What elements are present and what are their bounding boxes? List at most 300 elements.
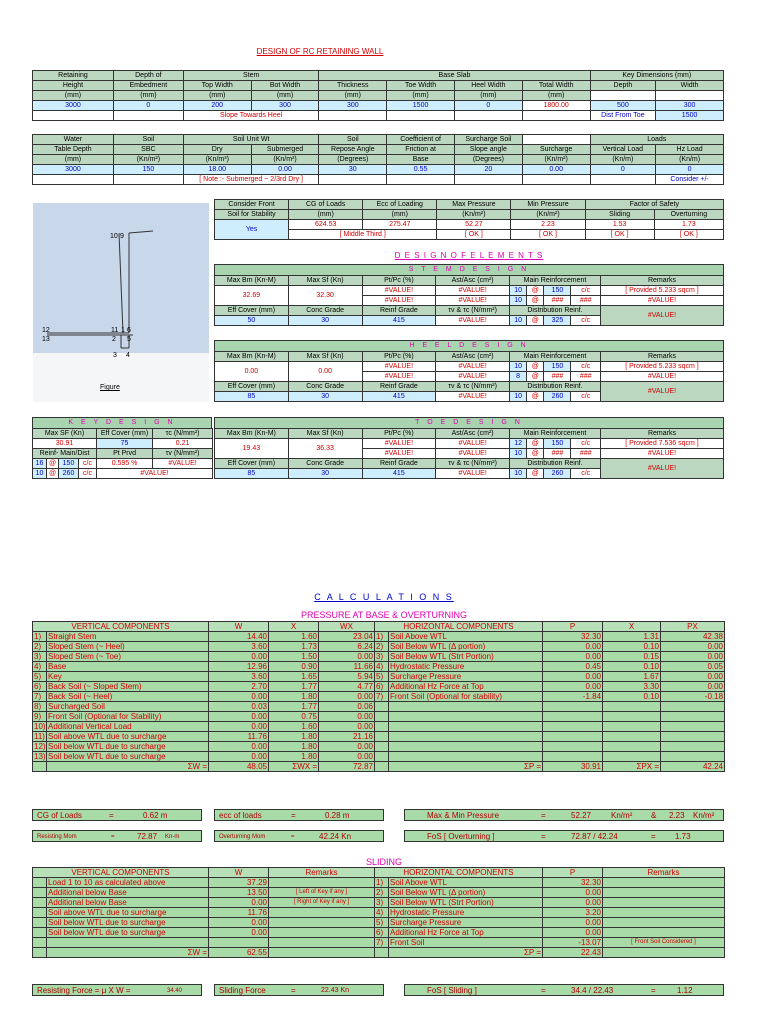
h: Max SF (Kn) bbox=[33, 429, 97, 439]
table-cell: 0.00 bbox=[543, 642, 603, 652]
table-cell: 32.30 bbox=[543, 878, 603, 888]
unit: Kn/m² bbox=[611, 811, 633, 820]
hash: ### bbox=[571, 372, 601, 382]
table-cell: 48.05 bbox=[209, 762, 269, 772]
table-row bbox=[33, 672, 725, 682]
table-cell: 3.20 bbox=[543, 908, 603, 918]
toe-conc-grade[interactable]: 30 bbox=[288, 469, 362, 479]
heel-bar-dia-2[interactable]: 8 bbox=[510, 372, 527, 382]
unit: Kn/m² bbox=[693, 811, 715, 820]
consider-front-soil[interactable]: Yes bbox=[215, 220, 289, 240]
table-cell: Soil Below WTL (Strt Portion) bbox=[389, 898, 543, 908]
fo-label: FoS [ Overturning ] bbox=[427, 832, 495, 841]
heel-ast: #VALUE! bbox=[436, 362, 510, 372]
toe-dist-spacing[interactable]: 260 bbox=[544, 469, 571, 479]
status-ok: [ OK ] bbox=[437, 230, 511, 240]
table-cell: 0.00 bbox=[319, 692, 375, 702]
table-cell bbox=[269, 938, 375, 948]
ecc-loading: 275.47 bbox=[363, 220, 437, 230]
status-ok: [ OK ] bbox=[654, 230, 723, 240]
table-cell: Soil Below WTL (Δ portion) bbox=[389, 642, 543, 652]
input-vertical-load[interactable]: 0 bbox=[590, 165, 656, 175]
table-cell: 5) bbox=[33, 672, 47, 682]
unit: Kn-m bbox=[165, 834, 180, 840]
input-friction[interactable]: 0.55 bbox=[387, 165, 455, 175]
h: Eff Cover (mm) bbox=[215, 306, 289, 316]
heel-dist-dia[interactable]: 10 bbox=[510, 392, 527, 402]
table-cell: Additional below Base bbox=[47, 888, 209, 898]
at: @ bbox=[527, 316, 544, 326]
key-eff-cover[interactable]: 75 bbox=[97, 439, 153, 449]
h: Remarks bbox=[600, 276, 723, 286]
table-cell: Soil above WTL due to surcharge bbox=[47, 732, 209, 742]
table-cell: 0.06 bbox=[319, 702, 375, 712]
rf-value: 34.40 bbox=[167, 988, 183, 994]
h: Max Sf (Kn) bbox=[288, 352, 362, 362]
sliding-force-box bbox=[214, 984, 384, 996]
table-cell: 1.31 bbox=[603, 632, 661, 642]
header-water: Water bbox=[33, 135, 114, 145]
table-cell: 0.00 bbox=[209, 722, 269, 732]
h: Consider Front bbox=[215, 200, 289, 210]
fos-sliding: 1.53 bbox=[585, 220, 654, 230]
table-cell bbox=[33, 878, 47, 888]
toe-dist-dia[interactable]: 10 bbox=[510, 469, 527, 479]
table-row bbox=[33, 888, 725, 898]
input-dry[interactable]: 18.00 bbox=[183, 165, 251, 175]
table-cell: 0.03 bbox=[209, 702, 269, 712]
header-toe-width: Toe Width bbox=[387, 81, 455, 91]
table-cell bbox=[661, 702, 725, 712]
table-cell: Soil above WTL due to surcharge bbox=[47, 908, 209, 918]
table-cell: 0.10 bbox=[603, 692, 661, 702]
table-cell: 13.50 bbox=[209, 888, 269, 898]
status-middle-third: [ Middle Third ] bbox=[289, 230, 437, 240]
header-base-slab: Base Slab bbox=[319, 71, 590, 81]
node-12: 12 bbox=[42, 327, 50, 334]
table-cell bbox=[33, 928, 47, 938]
header-coefficient: Coefficient of bbox=[387, 135, 455, 145]
ecc-value: 0.28 m bbox=[325, 811, 350, 820]
input-repose[interactable]: 30 bbox=[319, 165, 387, 175]
input-embedment[interactable]: 0 bbox=[113, 101, 183, 111]
table-row bbox=[33, 642, 725, 652]
table-cell: ΣW = bbox=[47, 762, 209, 772]
overturning-mom-box bbox=[214, 830, 384, 842]
table-cell bbox=[47, 938, 209, 948]
table-row bbox=[33, 662, 725, 672]
table-cell bbox=[33, 888, 47, 898]
table-cell: 0.00 bbox=[209, 928, 269, 938]
node-11: 11 bbox=[111, 327, 119, 334]
heel-reinf-grade[interactable]: 415 bbox=[362, 392, 436, 402]
om-value: 42.24 Kn bbox=[319, 832, 352, 841]
cc: c/c bbox=[571, 392, 601, 402]
heel-dist-spacing[interactable]: 260 bbox=[544, 392, 571, 402]
h: SBC bbox=[113, 145, 183, 155]
table-row bbox=[33, 918, 725, 928]
table-cell: 6) bbox=[375, 682, 389, 692]
h: Main Reinforcement bbox=[510, 429, 601, 439]
table-cell bbox=[33, 948, 47, 958]
key-dist-spacing[interactable]: 260 bbox=[59, 469, 79, 479]
stem-dist-dia[interactable]: 10 bbox=[510, 316, 527, 326]
h: Remarks bbox=[269, 868, 375, 878]
h: Reinf Grade bbox=[362, 459, 436, 469]
table-cell bbox=[661, 722, 725, 732]
dist-from-toe-label: Dist From Toe bbox=[590, 111, 656, 121]
h: τv & τc (N/mm²) bbox=[436, 459, 510, 469]
input-water-depth[interactable]: 3000 bbox=[33, 165, 114, 175]
table-cell: 72.87 bbox=[319, 762, 375, 772]
key-value: #VALUE! bbox=[97, 469, 213, 479]
table-cell: 10) bbox=[34, 722, 46, 731]
table-cell: 23.04 bbox=[319, 632, 375, 642]
h: Reinf Grade bbox=[362, 382, 436, 392]
h: Factor of Safety bbox=[585, 200, 723, 210]
toe-table bbox=[214, 428, 724, 479]
header-retaining: Retaining bbox=[33, 71, 114, 81]
unit: (Degrees) bbox=[319, 155, 387, 165]
toe-reinf-grade[interactable]: 415 bbox=[362, 469, 436, 479]
toe-bar-dia-2[interactable]: 10 bbox=[510, 449, 527, 459]
table-cell bbox=[389, 742, 543, 752]
eq: = bbox=[651, 832, 656, 841]
mm-label: Max & Min Pressure bbox=[427, 811, 500, 820]
node-9: 9 bbox=[120, 233, 124, 240]
h: Ast/Asc (cm²) bbox=[436, 352, 510, 362]
input-dist-from-toe[interactable]: 1500 bbox=[656, 111, 724, 121]
unit: (mm) bbox=[33, 91, 114, 101]
h: W bbox=[209, 622, 269, 632]
toe-pt: #VALUE! bbox=[362, 439, 436, 449]
h: Eff Cover (mm) bbox=[97, 429, 153, 439]
table-cell bbox=[33, 938, 47, 948]
table-cell: 0.00 bbox=[319, 652, 375, 662]
header-top-width: Top Width bbox=[183, 81, 251, 91]
input-top-width[interactable]: 200 bbox=[183, 101, 251, 111]
header-soil-unit-wt: Soil Unit Wt bbox=[183, 135, 319, 145]
table-row bbox=[33, 898, 725, 908]
table-cell: 1.80 bbox=[269, 732, 319, 742]
table-row bbox=[33, 722, 725, 732]
vertical-components-header: VERTICAL COMPONENTS bbox=[33, 622, 209, 632]
table-cell bbox=[661, 712, 725, 722]
table-cell: 1.60 bbox=[269, 632, 319, 642]
table-cell bbox=[603, 722, 661, 732]
table-cell: 0.00 bbox=[209, 918, 269, 928]
input-submerged[interactable]: 0.00 bbox=[251, 165, 319, 175]
table-cell: 62.55 bbox=[209, 948, 269, 958]
table-cell: 0.00 bbox=[543, 898, 603, 908]
heel-remark: [ Provided 5.233 sqcm ] bbox=[600, 362, 723, 372]
table-cell: 4) bbox=[375, 908, 389, 918]
table-row bbox=[33, 652, 725, 662]
unit: (Degrees) bbox=[454, 155, 522, 165]
table-cell: 6.24 bbox=[319, 642, 375, 652]
table-cell: Front Soil (Optional for stability) bbox=[389, 692, 543, 702]
rm-label: Resisting Mom bbox=[37, 834, 77, 840]
input-slope-angle[interactable]: 20 bbox=[454, 165, 522, 175]
table-cell: 1) bbox=[375, 632, 389, 642]
table-cell bbox=[661, 752, 725, 762]
h: Submerged bbox=[251, 145, 319, 155]
heel-remark-2: #VALUE! bbox=[600, 372, 723, 382]
h: P bbox=[543, 622, 603, 632]
node-1: 1 bbox=[121, 327, 125, 334]
input-hz-load[interactable]: 0 bbox=[656, 165, 724, 175]
status-ok: [ OK ] bbox=[511, 230, 585, 240]
header-loads: Loads bbox=[590, 135, 723, 145]
node-2: 2 bbox=[112, 336, 116, 343]
header-key-width: Width bbox=[656, 81, 724, 91]
table-cell bbox=[543, 742, 603, 752]
h: Max Sf (Kn) bbox=[288, 276, 362, 286]
table-cell: 1.77 bbox=[269, 682, 319, 692]
h: P bbox=[543, 868, 603, 878]
input-sbc[interactable]: 150 bbox=[113, 165, 183, 175]
stem-spacing[interactable]: 150 bbox=[544, 286, 571, 296]
h: Max Sf (Kn) bbox=[288, 429, 362, 439]
cc: c/c bbox=[571, 469, 601, 479]
table-cell bbox=[603, 888, 725, 898]
table-cell: 0.05 bbox=[661, 662, 725, 672]
heel-table bbox=[214, 351, 724, 402]
cg-loads: 624.53 bbox=[289, 220, 363, 230]
fos-overturning-box bbox=[404, 830, 724, 842]
table-cell: 4) bbox=[375, 662, 389, 672]
h: Conc Grade bbox=[288, 382, 362, 392]
stem-remark-2: #VALUE! bbox=[600, 296, 723, 306]
eq: = bbox=[291, 811, 296, 820]
h: Vertical Load bbox=[590, 145, 656, 155]
table-cell bbox=[603, 898, 725, 908]
h: Main Reinforcement bbox=[510, 352, 601, 362]
table-row bbox=[33, 752, 725, 762]
stem-conc-grade[interactable]: 30 bbox=[288, 316, 362, 326]
sf-label: Sliding Force bbox=[219, 986, 266, 995]
header-soil-repose: Soil bbox=[319, 135, 387, 145]
cc: c/c bbox=[571, 362, 601, 372]
h: Hz Load bbox=[656, 145, 724, 155]
toe-remark: [ Provided 7.536 sqcm ] bbox=[600, 439, 723, 449]
key-main-spacing[interactable]: 150 bbox=[59, 459, 79, 469]
table-row bbox=[33, 908, 725, 918]
table-cell: Soil Below WTL (Δ portion) bbox=[389, 888, 543, 898]
table-cell bbox=[269, 908, 375, 918]
h: X bbox=[603, 622, 661, 632]
eq: = bbox=[541, 986, 546, 995]
table-cell: 21.16 bbox=[319, 732, 375, 742]
stem-max-sf: 32.30 bbox=[288, 286, 362, 306]
cc: c/c bbox=[79, 459, 97, 469]
table-cell: 0.00 bbox=[543, 888, 603, 898]
unit: (Kn/m) bbox=[590, 155, 656, 165]
table-cell: 1.77 bbox=[269, 702, 319, 712]
table-row bbox=[33, 732, 725, 742]
stem-table bbox=[214, 275, 724, 326]
input-key-width[interactable]: 300 bbox=[656, 101, 724, 111]
stem-dist-spacing[interactable]: 325 bbox=[544, 316, 571, 326]
overturning-table bbox=[32, 621, 725, 772]
table-cell bbox=[33, 918, 47, 928]
heel-eff-cover[interactable]: 85 bbox=[215, 392, 289, 402]
table-cell: Load 1 to 10 as calculated above bbox=[47, 878, 209, 888]
header-soil: Soil bbox=[113, 135, 183, 145]
table-cell: 3) bbox=[33, 652, 47, 662]
heel-remark-3: #VALUE! bbox=[600, 382, 723, 402]
heel-max-sf: 0.00 bbox=[288, 362, 362, 382]
fo-expr: 72.87 / 42.24 bbox=[571, 832, 618, 841]
table-row bbox=[33, 742, 725, 752]
h: Max Bm (Kn-M) bbox=[215, 352, 289, 362]
table-cell: 4) bbox=[33, 662, 47, 672]
stem-bar-dia[interactable]: 10 bbox=[510, 286, 527, 296]
eq: = bbox=[541, 832, 546, 841]
table-cell: -0.18 bbox=[661, 692, 725, 702]
table-cell bbox=[269, 918, 375, 928]
table-cell bbox=[603, 948, 725, 958]
table-cell: Surcharge Pressure bbox=[389, 672, 543, 682]
max-pressure: 52.27 bbox=[437, 220, 511, 230]
table-cell: 1) bbox=[375, 878, 389, 888]
stem-pc: #VALUE! bbox=[362, 296, 436, 306]
table-cell: Soil Below WTL (Strt Portion) bbox=[389, 652, 543, 662]
table-cell: Soil below WTL due to surcharge bbox=[47, 742, 209, 752]
h: Distribution Reinf. bbox=[510, 459, 601, 469]
table-cell: 12) bbox=[34, 742, 46, 751]
calculations-title: C A L C U L A T I O N S bbox=[314, 592, 454, 602]
key-main-dia[interactable]: 16 bbox=[33, 459, 47, 469]
unit: Base bbox=[387, 155, 455, 165]
table-cell: Base bbox=[47, 662, 209, 672]
table-cell: 0.00 bbox=[661, 672, 725, 682]
soil-table bbox=[32, 134, 724, 185]
heel-design-bar: H E E L D E S I G N bbox=[214, 340, 724, 352]
horizontal-components-header: HORIZONTAL COMPONENTS bbox=[375, 868, 543, 878]
table-cell bbox=[375, 702, 389, 712]
stem-bar-dia-2[interactable]: 10 bbox=[510, 296, 527, 306]
table-cell: 0.00 bbox=[543, 918, 603, 928]
table-cell bbox=[543, 722, 603, 732]
heel-pt: #VALUE! bbox=[362, 362, 436, 372]
hash: ### bbox=[544, 296, 571, 306]
input-thickness[interactable]: 300 bbox=[319, 101, 387, 111]
at: @ bbox=[527, 296, 544, 306]
pressure-box bbox=[404, 809, 724, 821]
ecc-box bbox=[214, 809, 384, 821]
table-row bbox=[33, 928, 725, 938]
eq: = bbox=[291, 986, 296, 995]
heel-max-bm: 0.00 bbox=[215, 362, 289, 382]
table-cell: 2) bbox=[375, 888, 389, 898]
status-ok: [ OK ] bbox=[585, 230, 654, 240]
heel-spacing[interactable]: 150 bbox=[544, 362, 571, 372]
hash: ### bbox=[544, 372, 571, 382]
h: Ast/Asc (cm²) bbox=[436, 276, 510, 286]
table-cell bbox=[661, 732, 725, 742]
h: (Kn/m²) bbox=[511, 210, 585, 220]
submerged-note: [ Note :- Submerged ~ 2/3rd Dry ] bbox=[183, 175, 319, 185]
table-cell: 5) bbox=[375, 918, 389, 928]
table-cell bbox=[603, 752, 661, 762]
table-cell bbox=[543, 732, 603, 742]
table-cell: 0.00 bbox=[209, 898, 269, 908]
input-surcharge[interactable]: 0.00 bbox=[522, 165, 590, 175]
key-pt: 0.595 % bbox=[97, 459, 153, 469]
eq: = bbox=[291, 834, 295, 840]
input-height[interactable]: 3000 bbox=[33, 101, 114, 111]
ecc-label: ecc of loads bbox=[219, 811, 262, 820]
h: Ecc of Loading bbox=[363, 200, 437, 210]
input-heel-width[interactable]: 0 bbox=[454, 101, 522, 111]
key-tau-c: 0.21 bbox=[153, 439, 213, 449]
table-cell: 0.00 bbox=[543, 682, 603, 692]
table-cell: Surcharge Pressure bbox=[389, 918, 543, 928]
stem-reinf-grade[interactable]: 415 bbox=[362, 316, 436, 326]
node-4: 4 bbox=[126, 352, 130, 359]
key-design-bar: K E Y D E S I G N bbox=[32, 417, 212, 429]
toe-spacing[interactable]: 150 bbox=[544, 439, 571, 449]
node-13: 13 bbox=[42, 336, 50, 343]
table-cell: 7) bbox=[375, 938, 389, 948]
table-cell: ΣWX = bbox=[269, 762, 319, 772]
stem-eff-cover[interactable]: 50 bbox=[215, 316, 289, 326]
h: Main Reinforcement bbox=[510, 276, 601, 286]
cc: c/c bbox=[79, 469, 97, 479]
sliding-title: SLIDING bbox=[365, 857, 402, 867]
table-cell: Back Soil (~ Sloped Stem) bbox=[47, 682, 209, 692]
input-toe-width[interactable]: 1500 bbox=[387, 101, 455, 111]
heel-bar-dia[interactable]: 10 bbox=[510, 362, 527, 372]
key-dist-dia[interactable]: 10 bbox=[33, 469, 47, 479]
table-cell: -1.84 bbox=[543, 692, 603, 702]
node-10: 10 bbox=[110, 233, 118, 240]
wall-figure bbox=[33, 203, 209, 402]
h: Repose Angle bbox=[319, 145, 387, 155]
header-key-depth: Depth bbox=[590, 81, 656, 91]
h: Reinf- Main/Dist bbox=[33, 449, 97, 459]
header-height: Height bbox=[33, 81, 114, 91]
table-cell: 0.00 bbox=[661, 682, 725, 692]
toe-bar-dia[interactable]: 12 bbox=[510, 439, 527, 449]
h: Slope angle bbox=[454, 145, 522, 155]
table-cell bbox=[33, 762, 47, 772]
input-key-depth[interactable]: 500 bbox=[590, 101, 656, 111]
rm-value: 72.87 bbox=[137, 832, 158, 841]
table-cell: Additional Vertical Load bbox=[47, 722, 209, 732]
toe-eff-cover[interactable]: 85 bbox=[215, 469, 289, 479]
unit: (mm) bbox=[251, 91, 319, 101]
header-bot-width: Bot Width bbox=[251, 81, 319, 91]
fs-label: FoS [ Sliding ] bbox=[427, 986, 477, 995]
input-bot-width[interactable]: 300 bbox=[251, 101, 319, 111]
table-cell: [ Front Soil Considered ] bbox=[603, 938, 725, 948]
header-thickness: Thickness bbox=[319, 81, 387, 91]
stem-tau: #VALUE! bbox=[436, 316, 510, 326]
table-cell: 42.38 bbox=[661, 632, 725, 642]
table-cell: 1.65 bbox=[269, 672, 319, 682]
table-cell: 0.00 bbox=[209, 742, 269, 752]
heel-conc-grade[interactable]: 30 bbox=[288, 392, 362, 402]
h: Pt/Pc (%) bbox=[362, 276, 436, 286]
table-cell: Additional Hz Force at Top bbox=[389, 928, 543, 938]
table-cell bbox=[375, 762, 389, 772]
table-cell bbox=[375, 752, 389, 762]
table-cell bbox=[603, 878, 725, 888]
table-cell: 1.60 bbox=[269, 722, 319, 732]
table-cell bbox=[603, 742, 661, 752]
